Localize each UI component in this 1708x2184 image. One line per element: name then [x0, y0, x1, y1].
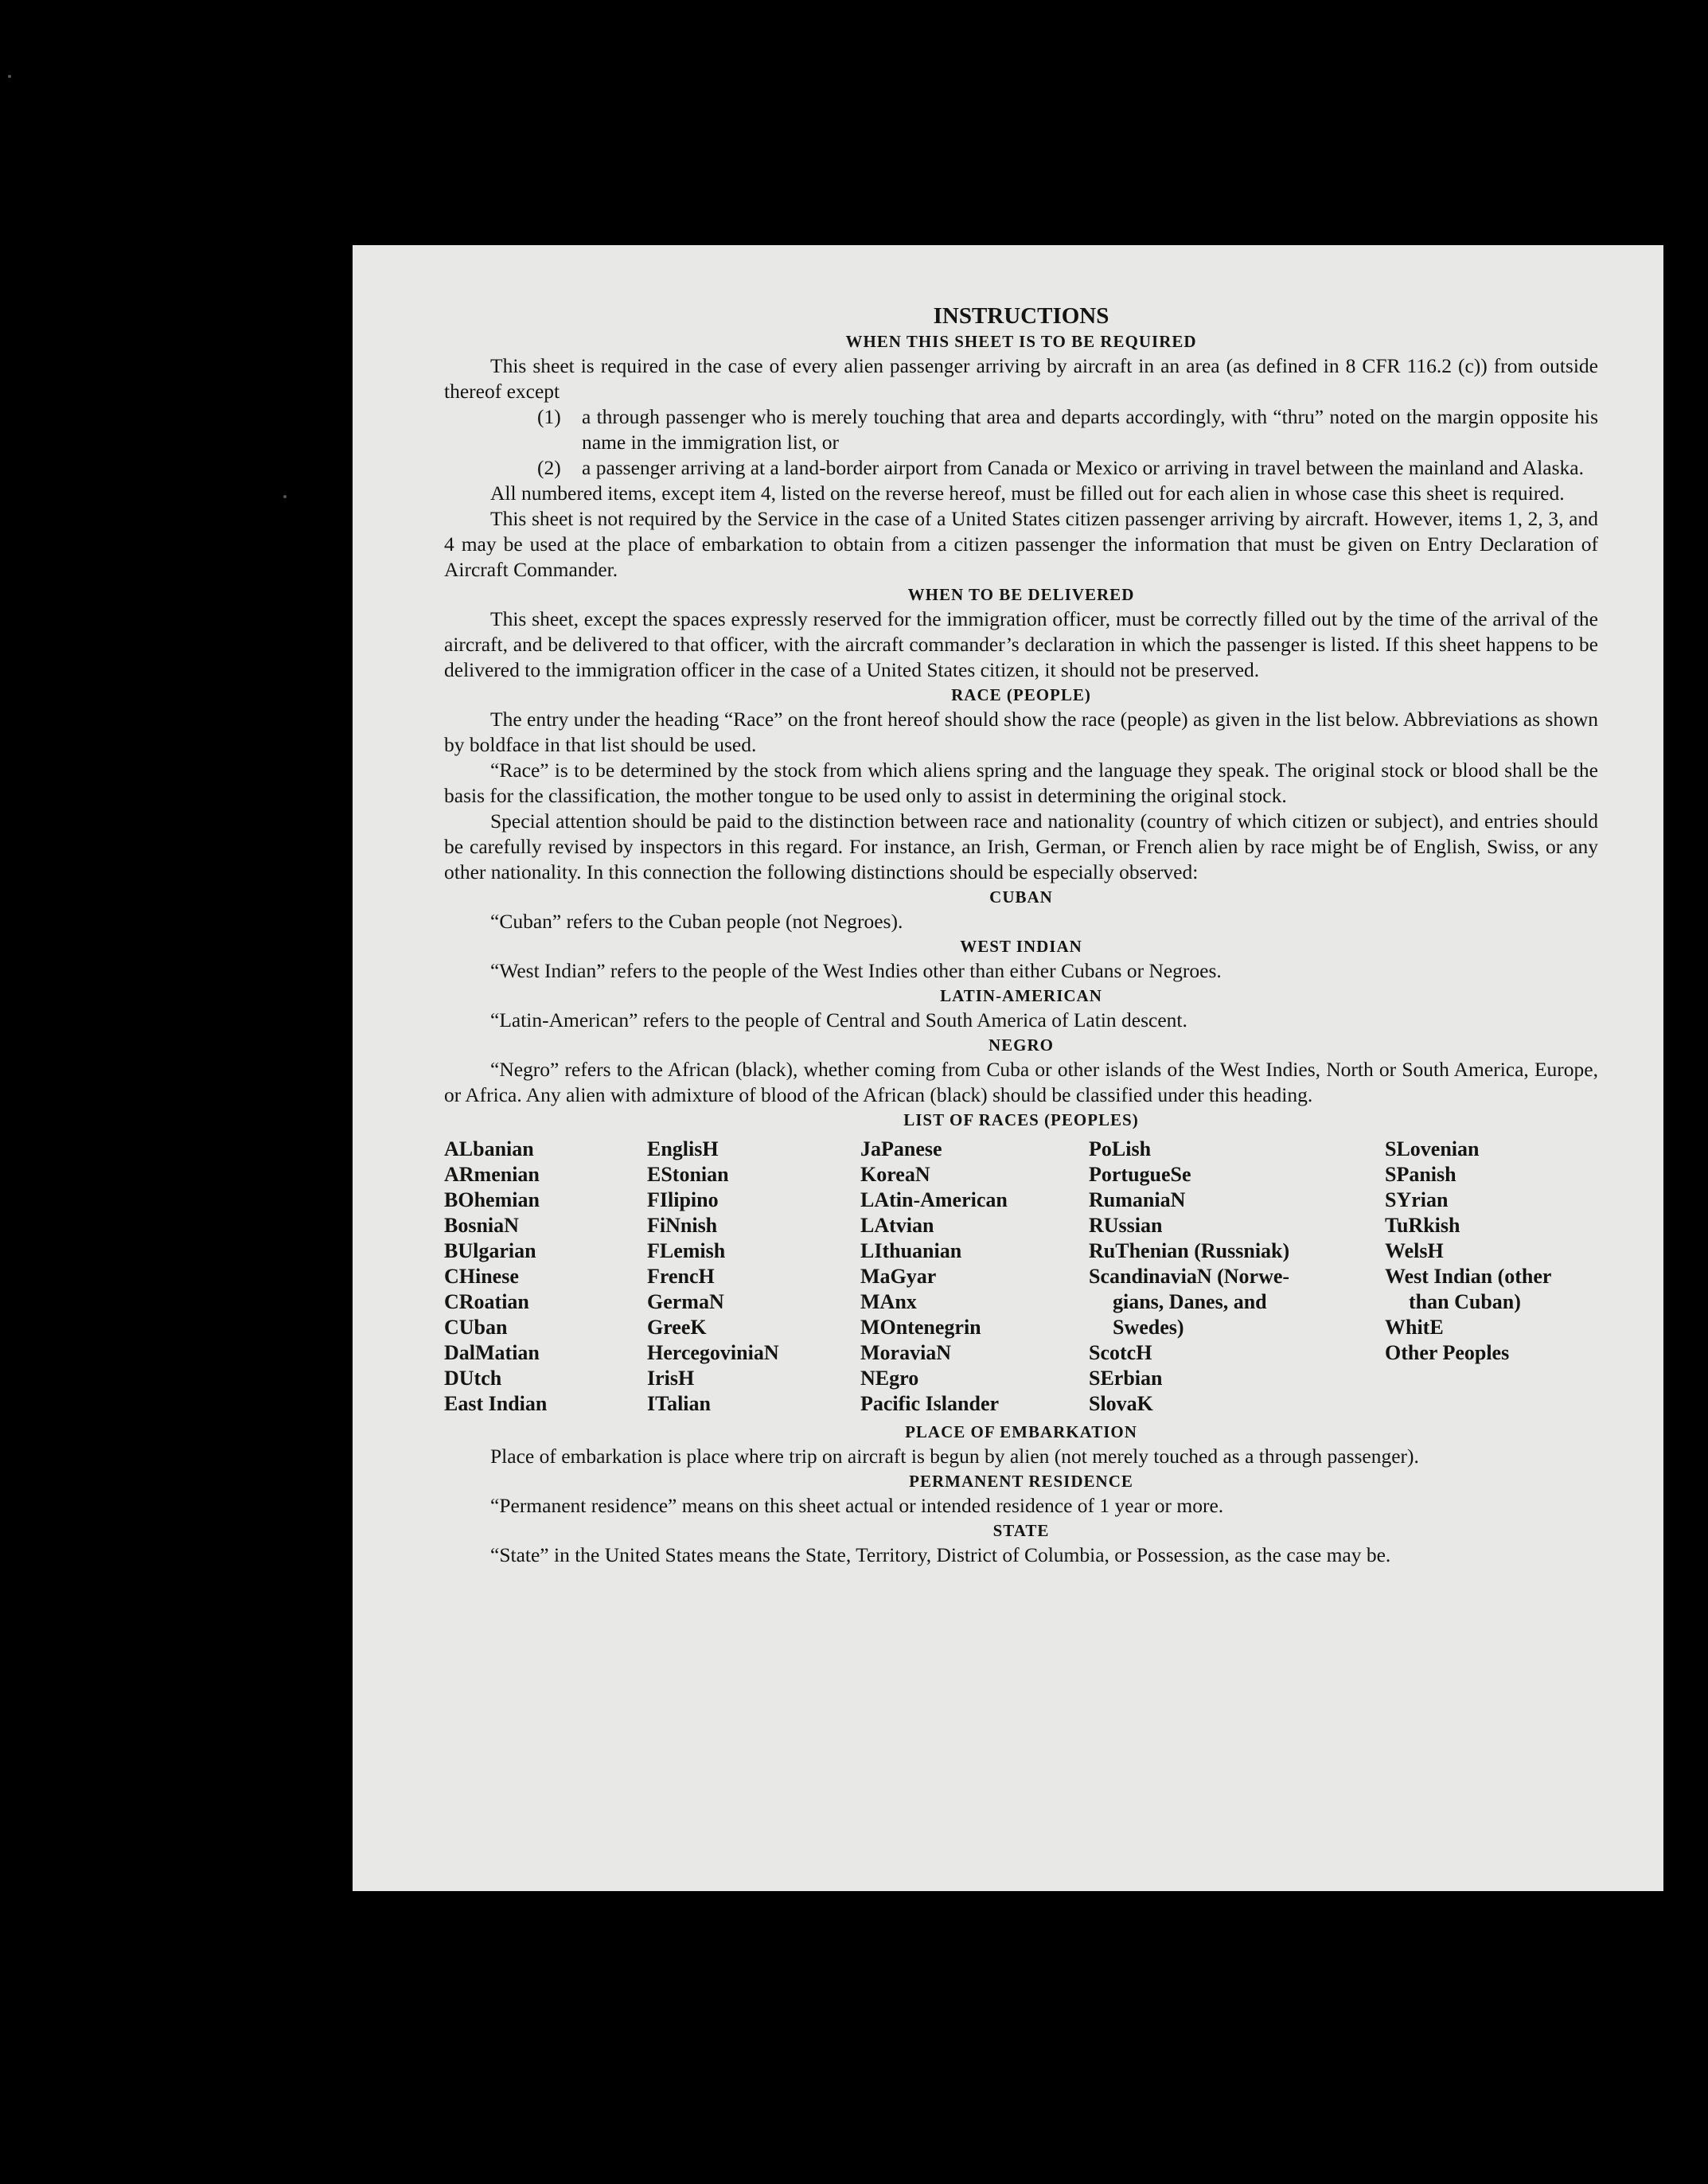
race-entry: FIlipino	[647, 1188, 719, 1211]
race-entry: West Indian (other	[1385, 1265, 1552, 1288]
races-column	[1089, 1137, 1385, 1417]
race-entry: SErbian	[1089, 1367, 1163, 1390]
race-entry: EnglisH	[647, 1137, 719, 1160]
race-entry: IrisH	[647, 1367, 695, 1390]
races-column	[860, 1137, 1089, 1417]
race-entry: FiNnish	[647, 1214, 718, 1237]
paragraph-delivered: This sheet, except the spaces expressly reserved for the immigration officer, must be correctly filled out by the time of the arrival of the aircraft, and be delivered to that officer, with the aircraft commander’s declaration in which the passenger is listed. If this sheet happens to be delivered to the immigration officer in the case of a United States citizen, it should not be preserved.	[444, 607, 1598, 681]
race-entry: BUlgarian	[444, 1239, 536, 1262]
paragraph-race-2: “Race” is to be determined by the stock from which aliens spring and the language they speak. The original stock or blood shall be the basis for the classification, the mother tongue to be used only to assist in determining the original stock.	[444, 759, 1598, 807]
race-entry: MAnx	[860, 1290, 917, 1313]
race-entry: SLovenian	[1385, 1137, 1480, 1160]
race-entry: WelsH	[1385, 1239, 1444, 1262]
race-entry: ARmenian	[444, 1163, 540, 1186]
section-heading-delivered: WHEN TO BE DELIVERED	[907, 585, 1135, 604]
race-entry: LAtvian	[860, 1214, 934, 1237]
race-entry: RumaniaN	[1089, 1188, 1186, 1211]
paragraph-latin-american: “Latin-American” refers to the people of Central and South America of Latin descent.	[490, 1008, 1187, 1032]
race-entry: SPanish	[1385, 1163, 1456, 1186]
paragraph-residence: “Permanent residence” means on this sheet actual or intended residence of 1 year or more.	[490, 1494, 1224, 1517]
race-entry: KoreaN	[860, 1163, 930, 1186]
paragraph-state: “State” in the United States means the State, Territory, District of Columbia, or Possession, as the case may be.	[490, 1543, 1391, 1566]
races-column	[1385, 1137, 1598, 1417]
races-list	[444, 1137, 1598, 1417]
race-entry: LIthuanian	[860, 1239, 962, 1262]
race-entry-continuation: gians, Danes, and	[1113, 1290, 1267, 1313]
section-heading-list-of-races: LIST OF RACES (PEOPLES)	[903, 1110, 1139, 1129]
section-heading-residence: PERMANENT RESIDENCE	[909, 1472, 1133, 1491]
race-entry: WhitE	[1385, 1316, 1444, 1339]
item-text: a passenger arriving at a land-border airport from Canada or Mexico or arriving in travel between the mainland and Alaska.	[582, 456, 1584, 479]
race-entry: FrencH	[647, 1265, 715, 1288]
race-entry: PortugueSe	[1089, 1163, 1191, 1186]
race-entry: GermaN	[647, 1290, 724, 1313]
paragraph-citizen: This sheet is not required by the Service in the case of a United States citizen passenger arriving by aircraft. However, items 1, 2, 3, and 4 may be used at the place of embarkation to obtain from a citizen passenger the information that must be given on Entry Declaration of Aircraft Commander.	[444, 507, 1598, 581]
race-entry: RuThenian (Russniak)	[1089, 1239, 1290, 1262]
section-heading-negro: NEGRO	[988, 1035, 1054, 1055]
race-entry: SYrian	[1385, 1188, 1449, 1211]
instruction-sheet	[353, 245, 1663, 1891]
race-entry: SlovaK	[1089, 1392, 1153, 1415]
paragraph-embarkation: Place of embarkation is place where trip on aircraft is begun by alien (not merely touched as a through passenger).	[490, 1445, 1419, 1468]
race-entry: BosniaN	[444, 1214, 519, 1237]
race-entry: NEgro	[860, 1367, 919, 1390]
race-entry: CUban	[444, 1316, 508, 1339]
races-column	[444, 1137, 647, 1417]
race-entry: RUssian	[1089, 1214, 1163, 1237]
race-entry: PoLish	[1089, 1137, 1152, 1160]
race-entry: MoraviaN	[860, 1341, 952, 1364]
section-heading-latin-american: LATIN-AMERICAN	[940, 986, 1102, 1005]
race-entry: ITalian	[647, 1392, 711, 1415]
exception-item	[444, 404, 1598, 455]
race-entry: HercegoviniaN	[647, 1341, 779, 1364]
race-entry: ScandinaviaN (Norwe-	[1089, 1265, 1290, 1288]
item-number: (1)	[537, 405, 561, 428]
race-entry: GreeK	[647, 1316, 707, 1339]
race-entry: Pacific Islander	[860, 1392, 1000, 1415]
race-entry: JaPanese	[860, 1137, 942, 1160]
paragraph-race-3: Special attention should be paid to the distinction between race and nationality (country of which citizen or subject), and entries should be carefully revised by inspectors in this regard. For instance, an Irish, German, or French alien by race might be of English, Swiss, or any other nationality. In this connection the following distinctions should be especially observed:	[444, 809, 1598, 883]
paragraph-west-indian: “West Indian” refers to the people of the West Indies other than either Cubans or Negroes.	[490, 959, 1222, 982]
section-heading-west-indian: WEST INDIAN	[960, 937, 1082, 956]
race-entry: DUtch	[444, 1367, 502, 1390]
race-entry: CRoatian	[444, 1290, 529, 1313]
paragraph-numbered-items: All numbered items, except item 4, listed on the reverse hereof, must be filled out for each alien in whose case this sheet is required.	[490, 482, 1565, 505]
race-entry: East Indian	[444, 1392, 548, 1415]
scan-speck	[8, 75, 11, 78]
race-entry: ScotcH	[1089, 1341, 1152, 1364]
item-number: (2)	[537, 456, 561, 479]
race-entry: FLemish	[647, 1239, 726, 1262]
section-heading-cuban: CUBAN	[989, 887, 1053, 907]
section-heading-embarkation: PLACE OF EMBARKATION	[905, 1422, 1137, 1441]
scan-speck	[283, 495, 287, 498]
paragraph-cuban: “Cuban” refers to the Cuban people (not Negroes).	[490, 910, 903, 933]
paragraph-required: This sheet is required in the case of every alien passenger arriving by aircraft in an area (as defined in 8 CFR 116.2 (c)) from outside thereof except	[444, 354, 1598, 403]
race-entry: ALbanian	[444, 1137, 534, 1160]
page-title: INSTRUCTIONS	[933, 303, 1109, 329]
race-entry: Other Peoples	[1385, 1341, 1510, 1364]
race-entry: TuRkish	[1385, 1214, 1460, 1237]
race-entry: LAtin-American	[860, 1188, 1008, 1211]
race-entry: MOntenegrin	[860, 1316, 981, 1339]
item-text: a through passenger who is merely touching that area and departs accordingly, with “thru” noted on the margin opposite his name in the immigration list, or	[582, 405, 1598, 454]
race-entry: CHinese	[444, 1265, 519, 1288]
race-entry: BOhemian	[444, 1188, 540, 1211]
races-column	[647, 1137, 860, 1417]
race-entry: MaGyar	[860, 1265, 937, 1288]
race-entry-continuation: Swedes)	[1113, 1316, 1184, 1339]
race-entry-continuation: than Cuban)	[1409, 1290, 1521, 1313]
paragraph-race-1: The entry under the heading “Race” on the front hereof should show the race (people) as given in the list below. Abbreviations as shown by boldface in that list should be used.	[444, 708, 1598, 756]
race-entry: DalMatian	[444, 1341, 540, 1364]
section-heading-race: RACE (PEOPLE)	[951, 685, 1091, 704]
section-heading-state: STATE	[992, 1521, 1050, 1540]
paragraph-negro: “Negro” refers to the African (black), whether coming from Cuba or other islands of the West Indies, North or South America, Europe, or Africa. Any alien with admixture of blood of the African (black) should be classified under this heading.	[444, 1058, 1598, 1106]
exception-item	[444, 455, 1598, 481]
section-heading-required: WHEN THIS SHEET IS TO BE REQUIRED	[845, 332, 1197, 351]
race-entry: EStonian	[647, 1163, 729, 1186]
